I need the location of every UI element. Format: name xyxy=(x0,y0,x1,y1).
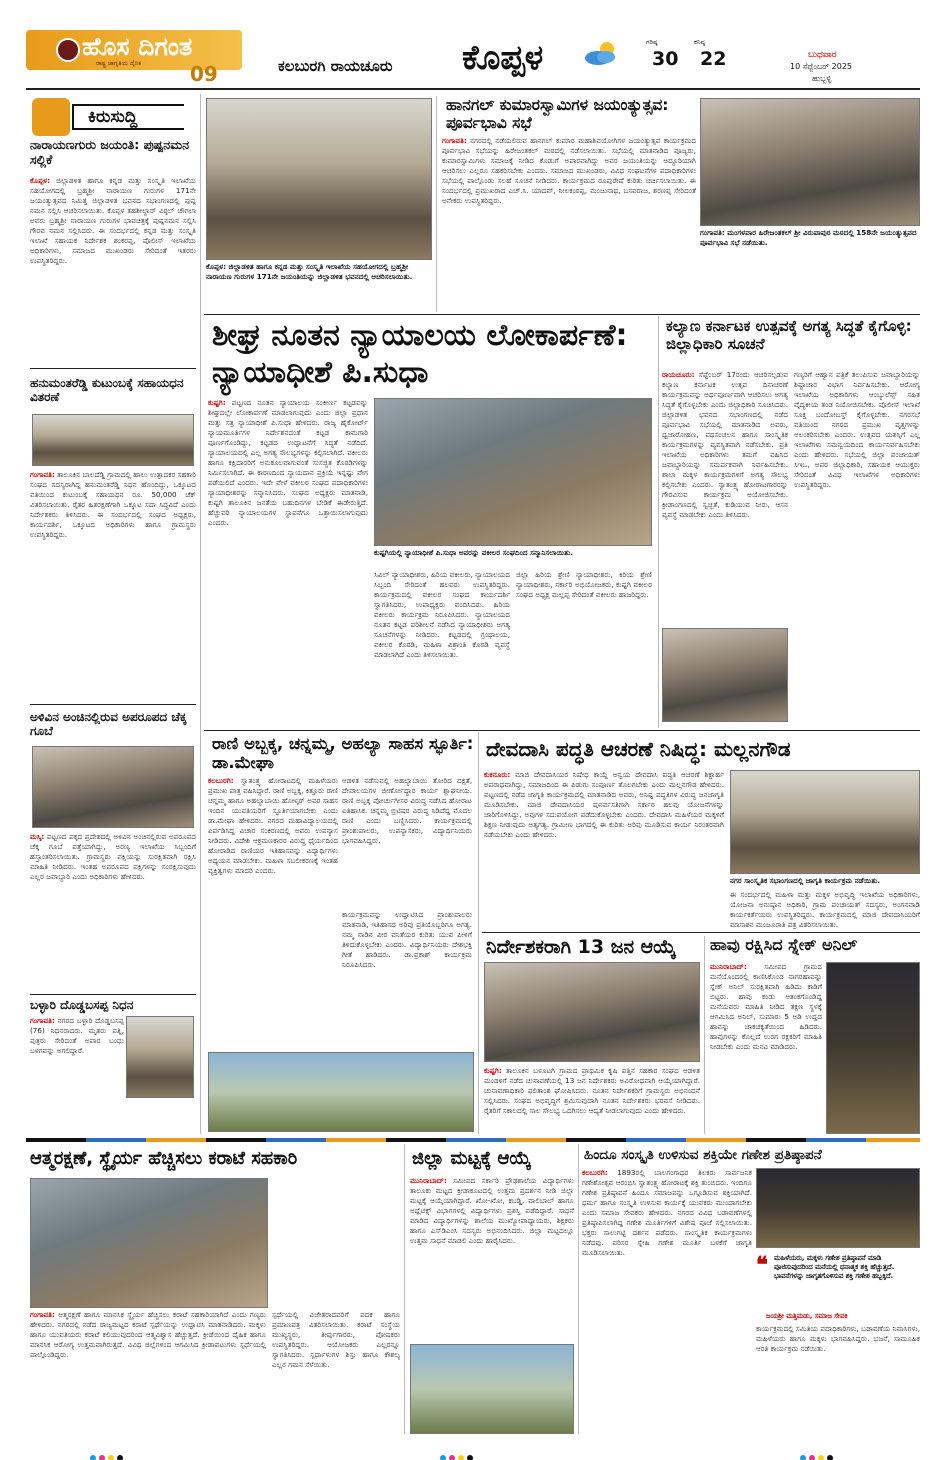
zilla-photo xyxy=(410,1344,574,1434)
ganesha-body xyxy=(582,1168,752,1434)
karate-body xyxy=(30,1310,266,1434)
edition-name: ಕೊಪ್ಪಳ xyxy=(462,38,544,78)
rani-title: ರಾಣಿ ಅಬ್ಬಕ್ಕ, ಚನ್ನಮ್ಮ, ಅಹಲ್ಯಾ ಸಾಹಸ ಸ್ಫೂರ್ತಿ: ಡಾ.ಮೇಘಾ xyxy=(212,734,474,773)
date: 10 ಸೆಪ್ಟೆಂಬರ್ 2025 xyxy=(790,62,853,71)
snake-text: ಸಮೀಪದ ಗ್ರಾಮದ ಮನೆಯೊಂದರಲ್ಲಿ ಕಾಣಿಸಿಕೊಂಡ ನಾಗರಹಾವನ್ನು ಸ್ನೇಕ್ ಅನಿಲ್ ಸುರಕ್ಷಿತವಾಗಿ ಹಿಡಿದು ಕಾಡಿಗೆ ಬಿಟ್ಟರು. ಹಾವು ಕಂಡು ಆತಂಕಗೊಂಡಿದ್ದ ಮನೆಯವರು ಮಾಹಿತಿ ನೀಡಿದ ತಕ್ಷಣ ಸ್ಥಳಕ್ಕೆ ಆಗಮಿಸಿದ ಅನಿಲ್, ಸುಮಾರು 5 ಅಡಿ ಉದ್ದದ ಹಾವನ್ನು ಚಾಕಚಕ್ಯತೆಯಿಂದ ಹಿಡಿದರು. ಹಾವುಗಳನ್ನು ಕೊಲ್ಲದೆ ಉರಗ ರಕ್ಷಕರಿಗೆ ಮಾಹಿತಿ ನೀಡಬೇಕು ಎಂದು ಮನವಿ ಮಾಡಿದರು. xyxy=(710,962,822,1051)
lead-story-body-col2: ಸಿವಿಲ್ ನ್ಯಾಯಾಧೀಶರು, ಹಿರಿಯ ವಕೀಲರು, ನ್ಯಾಯಾಲಯದ ಸಿಬ್ಬಂದಿ ಸೇರಿದಂತೆ ಹಲವರು ಉಪಸ್ಥಿತರಿದ್ದರು. ಕಾರ್ಯಕ್ರಮದಲ್ಲಿ ವಕೀಲರ ಸಂಘದ ಕಾರ್ಯದರ್ಶಿ ಸ್ವಾಗತಿಸಿದರು, ಉಪಾಧ್ಯಕ್ಷರು ವಂದಿಸಿದರು. ಹಿರಿಯ ವಕೀಲರು ಕಾರ್ಯಕ್ರಮ ನಿರೂಪಿಸಿದರು. ನ್ಯಾಯಾಲಯದ ನೂತನ ಕಟ್ಟಡ ಪರಿಶೀಲನೆ ನಡೆಸಿದ ನ್ಯಾಯಾಧೀಶರು ಅಗತ್ಯ ಸೂಚನೆಗಳನ್ನು ನೀಡಿದರು. ಕಟ್ಟಡದಲ್ಲಿ ಗ್ರಂಥಾಲಯ, ವಕೀಲರ ಕೊಠಡಿ, ಮಹಿಳಾ ವಿಶ್ರಾಂತಿ ಕೊಠಡಿ ವ್ಯವಸ್ಥೆ ಮಾಡಲಾಗಿದೆ ಎಂದು ತಿಳಿಸಲಾಯಿತು. xyxy=(374,570,510,659)
nirdeshaka-text: ತಾಲೂಕಿನ ಬಳೂಟಗಿ ಗ್ರಾಮದ ಪ್ರಾಥಮಿಕ ಕೃಷಿ ಪತ್ತಿನ ಸಹಕಾರ ಸಂಘದ ಆಡಳಿತ ಮಂಡಳಿಗೆ ನಡೆದ ಚುನಾವಣೆಯಲ್ಲಿ 13 ಜನ ನಿರ್ದೇಶಕರು ಅವಿರೋಧವಾಗಿ ಆಯ್ಕೆಯಾಗಿದ್ದಾರೆ. ಚುನಾವಣಾಧಿಕಾರಿ ಫಲಿತಾಂಶ ಘೋಷಿಸಿದರು. ನೂತನ ನಿರ್ದೇಶಕರಿಗೆ ಗ್ರಾಮಸ್ಥರು ಅಭಿನಂದನೆ ಸಲ್ಲಿಸಿದರು. ಸಂಘದ ಅಭಿವೃದ್ಧಿಗೆ ಶ್ರಮಿಸುವುದಾಗಿ ನೂತನ ನಿರ್ದೇಶಕರು ಭರವಸೆ ನೀಡಿದರು. ರೈತರಿಗೆ ಸಕಾಲದಲ್ಲಿ ಸಾಲ ಸೌಲಭ್ಯ ಒದಗಿಸಲು ಆದ್ಯತೆ ನೀಡಲಾಗುವುದು ಎಂದು ಹೇಳಿದರು. xyxy=(484,1066,700,1115)
top-story-1-caption: ಕೊಪ್ಪಳ: ಜಿಲ್ಲಾಡಳಿತ ಹಾಗೂ ಕನ್ನಡ ಮತ್ತು ಸಂಸ್ಕೃತಿ ಇಲಾಖೆಯ ಸಹಯೋಗದಲ್ಲಿ ಬ್ರಹ್ಮಶ್ರೀ ನಾರಾಯಣ ಗುರುಗಳ 171ನೇ ಜಯಂತಿಯನ್ನು ಜಿಲ್ಲಾಡಳಿತ ಭವನದಲ್ಲಿ ಆಚರಿಸಲಾಯಿತು. xyxy=(206,262,413,281)
nirdeshaka-photo xyxy=(484,962,700,1062)
ganesha-quote-author: ಜಯಶ್ರೀ ಮತ್ತಿಮಡು, ಸಮಾಜ ಸೇವಕಿ xyxy=(766,1312,848,1320)
section-rule xyxy=(204,730,920,731)
registration-dots xyxy=(800,1446,836,1460)
quote-mark-icon: ❝ xyxy=(756,1252,768,1278)
item1-body xyxy=(30,176,196,364)
temp-min-label: ಕನಿಷ್ಠ xyxy=(694,38,705,46)
item4-portrait xyxy=(126,1016,194,1098)
top-story-1-photo xyxy=(206,98,432,260)
ganesha-text: 1893ರಲ್ಲಿ ಬಾಲಗಂಗಾಧರ ತಿಲಕರು ಸಾರ್ವಜನಿಕ ಗಣೇಶೋತ್ಸವ ಆರಂಭಿಸಿ ಸ್ವಾತಂತ್ರ್ಯ ಹೋರಾಟಕ್ಕೆ ಶಕ್ತಿ ತುಂಬಿದರು. ಇಂದಿಗೂ ಗಣೇಶ ಪ್ರತಿಷ್ಠಾಪನೆ ಹಿಂದೂ ಸಮಾಜವನ್ನು ಒಗ್ಗೂಡಿಸುವ ಶಕ್ತಿಯಾಗಿದೆ. ಧರ್ಮ ಹಾಗೂ ಸಂಸ್ಕೃತಿ ಉಳಿಸುವ ಕಾರ್ಯಕ್ಕೆ ಯುವಕರು ಮುಂದಾಗಬೇಕು ಎಂದು ಸಮಾಜ ಸೇವಕರು ಹೇಳಿದರು. ನಗರದ ವಿವಿಧ ಬಡಾವಣೆಗಳಲ್ಲಿ ಪ್ರತಿಷ್ಠಾಪಿಸಲಾಗಿದ್ದ ಗಣೇಶ ಮೂರ್ತಿಗಳಿಗೆ ವಿಶೇಷ ಪೂಜೆ ಸಲ್ಲಿಸಲಾಯಿತು. ಭಕ್ತರು ಸಾಲುಗಟ್ಟಿ ದರ್ಶನ ಪಡೆದರು. ಸಾಂಸ್ಕೃತಿಕ ಕಾರ್ಯಕ್ರಮಗಳು ನಡೆದವು. ಪರಿಸರ ಸ್ನೇಹಿ ಗಣೇಶ ಮೂರ್ತಿ ಬಳಕೆಗೆ ಜಾಗೃತಿ ಮೂಡಿಸಲಾಯಿತು. xyxy=(582,1168,752,1257)
lead-story-text: ಪಟ್ಟಣದ ನೂತನ ನ್ಯಾಯಾಲಯ ಸಂಕೀರ್ಣ ಕಟ್ಟಡವನ್ನು ಶೀಘ್ರದಲ್ಲೇ ಲೋಕಾರ್ಪಣೆ ಮಾಡಲಾಗುವುದು ಎಂದು ಜಿಲ್ಲಾ ಪ್ರಧಾನ ಮತ್ತು ಸತ್ರ ನ್ಯಾಯಾಧೀಶೆ ಪಿ.ಸುಧಾ ಹೇಳಿದರು. ರಾಜ್ಯ ಹೈಕೋರ್ಟ್ ನ್ಯಾಯಮೂರ್ತಿಗಳ ನಿರ್ದೇಶನದಂತೆ ಕಟ್ಟಡ ಕಾಮಗಾರಿ ಪೂರ್ಣಗೊಂಡಿದ್ದು, ಕಟ್ಟಡದ ಉದ್ಘಾಟನೆಗೆ ಸಿದ್ಧತೆ ನಡೆದಿದೆ. ನ್ಯಾಯಾಲಯದಲ್ಲಿ ಎಲ್ಲ ಅಗತ್ಯ ಸೌಲಭ್ಯಗಳನ್ನು ಕಲ್ಪಿಸಲಾಗಿದೆ. ವಕೀಲರು ಹಾಗೂ ಕಕ್ಷಿದಾರರಿಗೆ ಅನುಕೂಲವಾಗುವಂತೆ ಸುಸಜ್ಜಿತ ಕೊಠಡಿಗಳನ್ನು ನಿರ್ಮಿಸಲಾಗಿದೆ. ಈ ಕಾರಣದಿಂದ ನ್ಯಾಯದಾನ ಪ್ರಕ್ರಿಯೆ ಇನ್ನಷ್ಟು ವೇಗ ಪಡೆಯಲಿದೆ ಎಂದರು. ಇದೇ ವೇಳೆ ವಕೀಲರ ಸಂಘದ ಪದಾಧಿಕಾರಿಗಳು ನ್ಯಾಯಾಧೀಶರನ್ನು ಸನ್ಮಾನಿಸಿದರು. ಸಂಘದ ಅಧ್ಯಕ್ಷರು ಮಾತನಾಡಿ, ಕುಷ್ಟಗಿ ತಾಲೂಕಿನ ಜನತೆಯ ಬಹುದಿನಗಳ ಬೇಡಿಕೆ ಈಡೇರುತ್ತಿದೆ. ಹೆಚ್ಚುವರಿ ನ್ಯಾಯಾಲಯಗಳ ಸ್ಥಾಪನೆಗೂ ಒತ್ತಾಯಿಸಲಾಗುವುದು ಎಂದರು. xyxy=(208,398,368,527)
devadasi-body xyxy=(484,770,724,930)
nirdeshaka-title: ನಿರ್ದೇಶಕರಾಗಿ 13 ಜನ ಆಯ್ಕೆ xyxy=(486,936,677,958)
masthead-rule xyxy=(26,88,920,90)
item2-title: ಹನುಮಂತರೆಡ್ಡಿ ಕುಟುಂಬಕ್ಕೆ ಸಹಾಯಧನ ವಿತರಣೆ xyxy=(30,376,184,405)
snake-place: ಮುನಿರಾಬಾದ್: xyxy=(710,962,747,971)
registration-dots xyxy=(440,1446,476,1460)
devadasi-photo xyxy=(730,770,920,874)
devadasi-body-right: ಈ ಸಂದರ್ಭದಲ್ಲಿ ಮಹಿಳಾ ಮತ್ತು ಮಕ್ಕಳ ಅಭಿವೃದ್ಧಿ ಇಲಾಖೆಯ ಅಧಿಕಾರಿಗಳು, ಯೋಜನಾ ಅನುಷ್ಠಾನ ಅಧಿಕಾರಿ, ಗ್ರಾಮ ಪಂಚಾಯತ್ ಸದಸ್ಯರು, ಅಂಗನವಾಡಿ ಕಾರ್ಯಕರ್ತೆಯರು ಉಪಸ್ಥಿತರಿದ್ದರು. ಕಾರ್ಯಕ್ರಮದಲ್ಲಿ ಮಾಜಿ ದೇವದಾಸಿಯರಿಗೆ ಮಾಸಾಶನ ಮಂಜೂರಾತಿ ಪತ್ರ ವಿತರಿಸಲಾಯಿತು. xyxy=(730,890,920,929)
top-story-2-body xyxy=(442,136,696,312)
zilla-place: ಮುನಿರಾಬಾದ್: xyxy=(410,1176,447,1185)
masthead xyxy=(0,0,945,92)
column-divider xyxy=(436,96,437,312)
top-story-2-photo-caption: ಗಂಗಾವತಿ: ಮಂಗಳವಾರ ಹಿರೇಜಂತಕಲ್ ಶ್ರೀ ವಿರುಪಾಪುರ ಮಠದಲ್ಲಿ 158ನೇ ಜಯಂತ್ಯುತ್ಸವದ ಪೂರ್ವಭಾವಿ ಸಭೆ ನಡೆಯಿತು. xyxy=(700,228,917,247)
weather-icon xyxy=(582,38,622,68)
item3-title: ಅಳಿವಿನ ಅಂಚಿನಲ್ಲಿರುವ ಅಪರೂಪದ ಚೆಕ್ಕ ಗೂಬೆ xyxy=(30,710,187,739)
kalyana-photo xyxy=(662,628,788,722)
section-rule xyxy=(482,932,920,933)
temp-max: 30 xyxy=(652,48,679,70)
devadasi-place: ಕುಕನೂರು: xyxy=(484,770,511,779)
nirdeshaka-body xyxy=(484,1066,700,1134)
paper-tagline: ರಾಷ್ಟ್ರ ಜಾಗೃತಿಯ ದೈನಿಕ xyxy=(96,60,142,67)
kalyana-place: ರಾಯಚೂರು: xyxy=(662,370,695,379)
ganesha-quote: ಮಹಿಳೆಯರು, ಮಕ್ಕಳು ಗಣೇಶ ಪ್ರತಿಷ್ಠಾಪನೆ ಮಾಡಿ ಪೂಜಿಸುವುದರಿಂದ ಮನೆಯಲ್ಲಿ ಧನಾತ್ಮಕ ಶಕ್ತಿ ಹೆಚ್ಚುತ್ತದೆ. ಭಾವನೆಗಳನ್ನು ಜಾಗೃತಗೊಳಿಸುವ ಶಕ್ತಿ ಗಣೇಶ ಹಬ್ಬಕ್ಕಿದೆ. xyxy=(774,1254,895,1280)
column-divider xyxy=(578,1144,579,1434)
kalyana-body-right: ಗಣ್ಯರಿಗೆ ಆಹ್ವಾನ ಪತ್ರಿಕೆ ತಲುಪಿಸುವ ಜವಾಬ್ದಾರಿಯನ್ನು ಶಿಷ್ಟಾಚಾರ ವಿಭಾಗ ನಿರ್ವಹಿಸಬೇಕು. ಆರೋಗ್ಯ ಇಲಾಖೆಯ ಅಧಿಕಾರಿಗಳು ಆಂಬ್ಯುಲೆನ್ಸ್ ಸಹಿತ ವೈದ್ಯಕೀಯ ತಂಡ ನಿಯೋಜಿಸಬೇಕು. ಪೊಲೀಸ್ ಇಲಾಖೆ ಸೂಕ್ತ ಬಂದೋಬಸ್ತ್ ಕೈಗೊಳ್ಳಬೇಕು. ನಗರಸಭೆ ವತಿಯಿಂದ ನಗರದ ಪ್ರಮುಖ ವೃತ್ತಗಳನ್ನು ಅಲಂಕರಿಸಬೇಕು ಎಂದರು. ಉತ್ಸವದ ಯಶಸ್ಸಿಗೆ ಎಲ್ಲ ಇಲಾಖೆಗಳು ಸಮನ್ವಯದಿಂದ ಕಾರ್ಯನಿರ್ವಹಿಸಬೇಕು ಎಂದು ಹೇಳಿದರು. ಸಭೆಯಲ್ಲಿ ಜಿಲ್ಲಾ ಪಂಚಾಯತ್ ಸಿಇಒ, ಅಪರ ಜಿಲ್ಲಾಧಿಕಾರಿ, ಸಹಾಯಕ ಆಯುಕ್ತರು ಸೇರಿದಂತೆ ವಿವಿಧ ಇಲಾಖೆಗಳ ಅಧಿಕಾರಿಗಳು ಉಪಸ್ಥಿತರಿದ್ದರು. xyxy=(794,370,920,489)
kalyana-text: ಸೆಪ್ಟೆಂಬರ್ 17ರಂದು ಆಚರಿಸಲ್ಪಡುವ ಕಲ್ಯಾಣ ಕರ್ನಾಟಕ ಉತ್ಸವ ದಿನಾಚರಣೆ ಕಾರ್ಯಕ್ರಮವನ್ನು ಅರ್ಥಪೂರ್ಣವಾಗಿ ಆಚರಿಸಲು ಅಗತ್ಯ ಸಿದ್ಧತೆ ಕೈಗೊಳ್ಳಬೇಕು ಎಂದು ಜಿಲ್ಲಾಧಿಕಾರಿ ಸೂಚಿಸಿದರು. ಜಿಲ್ಲಾಡಳಿತ ಭವನದ ಸಭಾಂಗಣದಲ್ಲಿ ನಡೆದ ಪೂರ್ವಭಾವಿ ಸಭೆಯಲ್ಲಿ ಮಾತನಾಡಿದ ಅವರು, ಧ್ವಜಾರೋಹಣ, ಪಥಸಂಚಲನ ಹಾಗೂ ಸಾಂಸ್ಕೃತಿಕ ಕಾರ್ಯಕ್ರಮಗಳನ್ನು ವ್ಯವಸ್ಥಿತವಾಗಿ ನಡೆಸಬೇಕು. ಪ್ರತಿ ಇಲಾಖೆಯ ಅಧಿಕಾರಿಗಳು ತಮಗೆ ವಹಿಸಿದ ಜವಾಬ್ದಾರಿಯನ್ನು ಸಮರ್ಪಕವಾಗಿ ನಿರ್ವಹಿಸಬೇಕು. ಶಾಲಾ ಮಕ್ಕಳ ಕಾರ್ಯಕ್ರಮಗಳಿಗೆ ಅಗತ್ಯ ಸೌಲಭ್ಯ ಕಲ್ಪಿಸಬೇಕು ಎಂದರು. ಸ್ವಾತಂತ್ರ್ಯ ಹೋರಾಟಗಾರರನ್ನು ಗೌರವಿಸುವ ಕಾರ್ಯಕ್ರಮ ಆಯೋಜಿಸಬೇಕು. ಕ್ರೀಡಾಂಗಣದಲ್ಲಿ ಸ್ವಚ್ಛತೆ, ಕುಡಿಯುವ ನೀರು, ಆಸನ ವ್ಯವಸ್ಥೆ ಮಾಡಬೇಕು ಎಂದು ತಿಳಿಸಿದರು. xyxy=(662,370,788,519)
rule xyxy=(30,994,196,995)
devadasi-title: ದೇವದಾಸಿ ಪದ್ಧತಿ ಆಚರಣೆ ನಿಷಿದ್ಧ: ಮಲ್ಲನಗೌಡ xyxy=(486,737,791,761)
item3-place: ಮಸ್ಕಿ: xyxy=(30,832,45,841)
karate-title: ಆತ್ಮರಕ್ಷಣೆ, ಸ್ಥೈರ್ಯ ಹೆಚ್ಚಿಸಲು ಕರಾಟೆ ಸಹಕಾರಿ xyxy=(30,1148,298,1169)
zilla-title: ಜಿಲ್ಲಾ ಮಟ್ಟಕ್ಕೆ ಆಯ್ಕೆ xyxy=(412,1148,532,1169)
rani-place: ಕಲಬುರಗಿ: xyxy=(208,776,234,785)
item4-text: ನಗರದ ಬಳ್ಳಾರಿ ದೊಡ್ಡಬಸಪ್ಪ (76) ನಿಧನರಾದರು. ಮೃತರು ಪತ್ನಿ, ಪುತ್ರರು ಸೇರಿದಂತೆ ಅಪಾರ ಬಂಧು ಬಳಗವನ್ನು ಅಗಲಿದ್ದಾರೆ. xyxy=(30,1016,124,1055)
page-number: 09 xyxy=(190,62,218,86)
bottom-strip-rule xyxy=(26,1138,920,1142)
zilla-body xyxy=(410,1176,574,1338)
column-divider xyxy=(704,936,705,1134)
kirusuddi-header xyxy=(32,98,192,136)
column-divider xyxy=(658,316,659,728)
item1-text: ಜಿಲ್ಲಾಡಳಿತ ಹಾಗೂ ಕನ್ನಡ ಮತ್ತು ಸಂಸ್ಕೃತಿ ಇಲಾಖೆಯ ಸಹಯೋಗದಲ್ಲಿ ಬ್ರಹ್ಮಶ್ರೀ ನಾರಾಯಣ ಗುರುಗಳ 171ನೇ ಜಯಂತ್ಯುತ್ಸವದ ನಿಮಿತ್ತ ಜಿಲ್ಲಾಡಳಿತ ಭವನದ ಸಭಾಂಗಣದಲ್ಲಿ ಪುಷ್ಪ ನಮನ ಸಲ್ಲಿಸಿ ಆಚರಿಸಲಾಯಿತು. ಕೊಪ್ಪಳ ತಹಶೀಲ್ದಾರ್ ವಿಠ್ಠಲ್ ಚೌಗಲಾ ಅವರು ಬ್ರಹ್ಮಶ್ರೀ ನಾರಾಯಣ ಗುರುಗಳ ಭಾವಚಿತ್ರಕ್ಕೆ ಪುಷ್ಪನಮನ ಸಲ್ಲಿಸಿ ಗೌರವ ನಮನ ಸಲ್ಲಿಸಿದರು. ಈ ಸಂದರ್ಭದಲ್ಲಿ ಕನ್ನಡ ಮತ್ತು ಸಂಸ್ಕೃತಿ ಇಲಾಖೆ ಸಹಾಯಕ ನಿರ್ದೇಶಕ ಶಂಕರಪ್ಪ, ಪೊಲೀಸ್ ಇಲಾಖೆಯ ಅಧಿಕಾರಿಗಳು, ಸಮಾಜದ ಮುಖಂಡರು ಸೇರಿದಂತೆ ಇತರರು ಉಪಸ್ಥಿತರಿದ್ದರು. xyxy=(30,176,196,265)
item4-place: ಗಂಗಾವತಿ: xyxy=(30,1016,55,1025)
section-rule xyxy=(204,314,920,315)
item4-body xyxy=(30,1016,124,1134)
top-story-2-title: ಹಾನಗಲ್ ಕುಮಾರಸ್ವಾಮಿಗಳ ಜಯಂತ್ಯುತ್ಸವ: ಪೂರ್ವಭಾವಿ ಸಭೆ xyxy=(446,96,669,133)
karate-photo xyxy=(30,1178,268,1308)
top-story-2-place: ಗಂಗಾವತಿ: xyxy=(442,136,467,145)
nirdeshaka-place: ಕುಷ್ಟಗಿ: xyxy=(484,1066,502,1075)
column-divider xyxy=(200,94,201,1134)
day: ಬುಧವಾರ xyxy=(808,50,837,60)
column-divider xyxy=(404,1144,405,1434)
item2-body xyxy=(30,470,196,702)
kalyana-body xyxy=(662,370,788,624)
item2-photo xyxy=(32,414,194,466)
zilla-text: ಸಮೀಪದ ಸರ್ಕಾರಿ ಪ್ರೌಢಶಾಲೆಯ ವಿದ್ಯಾರ್ಥಿಗಳು ತಾಲೂಕು ಮಟ್ಟದ ಕ್ರೀಡಾಕೂಟದಲ್ಲಿ ಉತ್ತಮ ಪ್ರದರ್ಶನ ನೀಡಿ ಜಿಲ್ಲಾ ಮಟ್ಟಕ್ಕೆ ಆಯ್ಕೆಯಾಗಿದ್ದಾರೆ. ಖೋ-ಖೋ, ಕಬಡ್ಡಿ, ವಾಲಿಬಾಲ್ ಹಾಗೂ ಅಥ್ಲೆಟಿಕ್ಸ್ ವಿಭಾಗಗಳಲ್ಲಿ ವಿದ್ಯಾರ್ಥಿಗಳು ಪ್ರಶಸ್ತಿ ಪಡೆದಿದ್ದಾರೆ. ಸಾಧನೆ ಮಾಡಿದ ವಿದ್ಯಾರ್ಥಿಗಳನ್ನು ಶಾಲೆಯ ಮುಖ್ಯೋಪಾಧ್ಯಾಯರು, ಶಿಕ್ಷಕರು ಹಾಗೂ ಎಸ್‌ಡಿಎಂಸಿ ಸದಸ್ಯರು ಅಭಿನಂದಿಸಿದರು. ಜಿಲ್ಲಾ ಮಟ್ಟದಲ್ಲೂ ಉತ್ತಮ ಸಾಧನೆ ಮಾಡಲಿ ಎಂದು ಹಾರೈಸಿದರು. xyxy=(410,1176,574,1245)
item2-text: ತಾಲೂಕಿನ ಬಾಲದೆಡ್ಡಿ ಗ್ರಾಮದಲ್ಲಿ ಹಾಲು ಉತ್ಪಾದಕರ ಸಹಕಾರಿ ಸಂಘದ ಸದಸ್ಯರಾಗಿದ್ದ ಹನುಮಂತರೆಡ್ಡಿ ನಿಧನ ಹೊಂದಿದ್ದು, ಒಕ್ಕೂಟದ ವತಿಯಿಂದ ಕುಟುಂಬಕ್ಕೆ ಸಹಾಯಧನ ರೂ. 50,000 ಚೆಕ್ ವಿತರಿಸಲಾಯಿತು. ರೈತರ ಹಿತರಕ್ಷಣೆಗಾಗಿ ಒಕ್ಕೂಟ ಸದಾ ಸಿದ್ಧವಿದೆ ಎಂದು ನಿರ್ದೇಶಕರು ತಿಳಿಸಿದರು. ಈ ಸಂದರ್ಭದಲ್ಲಿ ಸಂಘದ ಅಧ್ಯಕ್ಷರು, ಕಾರ್ಯದರ್ಶಿ, ಒಕ್ಕೂಟದ ಅಧಿಕಾರಿಗಳು ಹಾಗೂ ಗ್ರಾಮಸ್ಥರು ಉಪಸ್ಥಿತರಿದ್ದರು. xyxy=(30,470,196,539)
rule xyxy=(30,704,196,705)
rule xyxy=(30,368,196,369)
devadasi-photo-caption: ನಗರ ಸಾಂಸ್ಕೃತಿಕ ಸಭಾಂಗಣದಲ್ಲಿ ಜಾಗೃತಿ ಕಾರ್ಯಕ್ರಮ ನಡೆಯಿತು. xyxy=(730,876,881,885)
lead-story-body-col3: ಜಿಲ್ಲಾ ಹಿರಿಯ ಶ್ರೇಣಿ ನ್ಯಾಯಾಧೀಶರು, ಕಿರಿಯ ಶ್ರೇಣಿ ನ್ಯಾಯಾಧೀಶರು, ಸರ್ಕಾರಿ ಅಭಿಯೋಜಕರು, ಕುಷ್ಟಗಿ ವಕೀಲರ ಸಂಘದ ಅಧ್ಯಕ್ಷ ಮಲ್ಲಪ್ಪ ಸೇರಿದಂತೆ ವಕೀಲರು ಹಾಜರಿದ್ದರು. xyxy=(516,570,652,599)
kalyana-title: ಕಲ್ಯಾಣ ಕರ್ನಾಟಕ ಉತ್ಸವಕ್ಕೆ ಅಗತ್ಯ ಸಿದ್ಧತೆ ಕೈಗೊಳ್ಳಿ: ಜಿಲ್ಲಾಧಿಕಾರಿ ಸೂಚನೆ xyxy=(666,317,912,353)
top-story-2-text: ನಗರದಲ್ಲಿ ನಡೆಯಲಿರುವ ಹಾನಗಲ್ ಕುಮಾರ ಮಹಾಶಿವಯೋಗಿಗಳ ಜಯಂತ್ಯುತ್ಸವ ಕಾರ್ಯಕ್ರಮದ ಪೂರ್ವಭಾವಿ ಸಭೆಯನ್ನು ಹಿರೇಜಂತಕಲ್ ಮಠದಲ್ಲಿ ನಡೆಸಲಾಯಿತು. ಸಭೆಯಲ್ಲಿ ಮಾತನಾಡಿದ ಪೂಜ್ಯರು, ಕುಮಾರಸ್ವಾಮಿಗಳು ಸಮಾಜಕ್ಕೆ ನೀಡಿದ ಕೊಡುಗೆ ಅಪಾರವಾಗಿದ್ದು ಅವರ ಜಯಂತಿಯನ್ನು ಅದ್ದೂರಿಯಾಗಿ ಆಚರಿಸಲು ಎಲ್ಲರೂ ಸಹಕರಿಸಬೇಕು ಎಂದರು. ಸಮಾಜದ ಮುಖಂಡರು, ವಿವಿಧ ಸಂಘಟನೆಗಳ ಪದಾಧಿಕಾರಿಗಳು ಸಭೆಯಲ್ಲಿ ಪಾಲ್ಗೊಂಡು ಸಲಹೆ ಸೂಚನೆ ನೀಡಿದರು. ಕಾರ್ಯಕ್ರಮದ ರೂಪುರೇಷೆ ಕುರಿತು ಚರ್ಚಿಸಲಾಯಿತು. ಈ ಸಂದರ್ಭದಲ್ಲಿ ಪ್ರಮುಖರಾದ ಎಚ್.ಸಿ. ಯಾದವ್, ನೀಲಕಂಠಪ್ಪ, ಮಂಜುನಾಥ, ಬಸವರಾಜ, ಶರಣಪ್ಪ ಸೇರಿದಂತೆ ಅನೇಕರು ಉಪಸ್ಥಿತರಿದ್ದರು. xyxy=(442,136,696,205)
rani-body-col3: ಕಾರ್ಯಕ್ರಮವನ್ನು ಉದ್ಘಾಟಿಸಿದ ಪ್ರಾಂಶುಪಾಲರು ಮಾತನಾಡಿ, ಇತಿಹಾಸದ ಅರಿವು ಪ್ರತಿಯೊಬ್ಬರಿಗೂ ಅಗತ್ಯ. ನಮ್ಮ ನಾಡಿನ ವೀರ ವನಿತೆಯರ ಕುರಿತು ಯುವ ಪೀಳಿಗೆ ತಿಳಿದುಕೊಳ್ಳಬೇಕು ಎಂದರು. ವಿದ್ಯಾರ್ಥಿನಿಯರು ದೇಶಭಕ್ತಿ ಗೀತೆ ಹಾಡಿದರು. ಡಾ.ಪ್ರಕಾಶ್ ಕಾರ್ಯಕ್ರಮ ನಿರೂಪಿಸಿದರು. xyxy=(342,910,472,969)
registration-dots xyxy=(90,1446,126,1460)
edition-regions: ಕಲಬುರಗಿ ರಾಯಚೂರು xyxy=(278,57,393,75)
lead-story-body-col1 xyxy=(208,398,368,728)
snake-body xyxy=(710,962,822,1134)
item3-photo xyxy=(32,746,194,828)
kirusuddi-column xyxy=(26,92,198,1138)
hand-icon xyxy=(32,98,70,136)
item2-place: ಗಂಗಾವತಿ: xyxy=(30,470,55,479)
rani-photo xyxy=(208,1052,474,1132)
ganesha-body-col2: ಕಾರ್ಯಕ್ರಮದಲ್ಲಿ ಸಮಿತಿಯ ಪದಾಧಿಕಾರಿಗಳು, ಬಡಾವಣೆಯ ನಿವಾಸಿಗಳು, ಮಹಿಳೆಯರು ಹಾಗೂ ಮಕ್ಕಳು ಭಾಗವಹಿಸಿದ್ದರು. ಭಜನೆ, ಸಾಮೂಹಿಕ ಆರತಿ ಕಾರ್ಯಕ್ರಮ ನಡೆಯಿತು. xyxy=(756,1324,920,1353)
column-divider xyxy=(478,732,479,1134)
item3-body xyxy=(30,832,196,992)
snake-title: ಹಾವು ರಕ್ಷಿಸಿದ ಸ್ನೇಕ್ ಅನಿಲ್ xyxy=(710,935,858,954)
rani-body-col1 xyxy=(208,776,338,1048)
rani-text: ಸ್ವಾತಂತ್ರ್ಯ ಹೋರಾಟದಲ್ಲಿ ಮಹಿಳೆಯರು ಪ್ರಮುಖ ಪಾತ್ರ ವಹಿಸಿದ್ದಾರೆ. ರಾಣಿ ಅಬ್ಬಕ್ಕ, ಕಿತ್ತೂರು ರಾಣಿ ಚನ್ನಮ್ಮ ಹಾಗೂ ಅಹಲ್ಯಾಬಾಯಿ ಹೋಳ್ಕರ್ ಅವರ ಸಾಹಸ ಇಂದಿನ ಯುವತಿಯರಿಗೆ ಸ್ಫೂರ್ತಿಯಾಗಬೇಕು ಎಂದು ಡಾ.ಮೇಘಾ ಹೇಳಿದರು. ನಗರದ ಮಹಾವಿದ್ಯಾಲಯದಲ್ಲಿ ಏರ್ಪಡಿಸಿದ್ದ ವಿಚಾರ ಸಂಕಿರಣದಲ್ಲಿ ಅವರು ಉಪನ್ಯಾಸ ನೀಡಿದರು. ವಿದೇಶಿ ಆಕ್ರಮಣಕಾರರ ವಿರುದ್ಧ ಧೈರ್ಯದಿಂದ ಹೋರಾಡಿದ ರಾಣಿಯರ ಇತಿಹಾಸವನ್ನು ವಿದ್ಯಾರ್ಥಿಗಳು ಅಧ್ಯಯನ ಮಾಡಬೇಕು. ಮಹಿಳಾ ಸಬಲೀಕರಣಕ್ಕೆ ಇಂತಹ ವ್ಯಕ್ತಿತ್ವಗಳು ಮಾದರಿ ಎಂದರು. xyxy=(208,776,338,875)
ganesha-place: ಕಲಬುರಗಿ: xyxy=(582,1168,608,1177)
temp-min: 22 xyxy=(700,48,727,70)
item3-text: ಪಟ್ಟಣದ ಪಕ್ಕದ ಪ್ರದೇಶದಲ್ಲಿ ಅಳಿವಿನ ಅಂಚಿನಲ್ಲಿರುವ ಅಪರೂಪದ ಚೆಕ್ಕ ಗೂಬೆ ಪತ್ತೆಯಾಗಿದ್ದು, ಅರಣ್ಯ ಇಲಾಖೆಯ ಸಿಬ್ಬಂದಿಗೆ ಹಸ್ತಾಂತರಿಸಲಾಯಿತು. ಗ್ರಾಮಸ್ಥರು ಪಕ್ಷಿಯನ್ನು ಸುರಕ್ಷಿತವಾಗಿ ರಕ್ಷಿಸಿ ಮಾಹಿತಿ ನೀಡಿದರು. ಇಂತಹ ಅಪರೂಪದ ಪಕ್ಷಿಗಳನ್ನು ಸಂರಕ್ಷಿಸುವುದು ಎಲ್ಲರ ಜವಾಬ್ದಾರಿ ಎಂದು ಅಧಿಕಾರಿಗಳು ಹೇಳಿದರು. xyxy=(30,832,196,881)
ganesha-photo xyxy=(756,1168,920,1248)
item1-place: ಕೊಪ್ಪಳ: xyxy=(30,176,51,185)
karate-text: ಆತ್ಮರಕ್ಷಣೆ ಹಾಗೂ ಮಾನಸಿಕ ಸ್ಥೈರ್ಯ ಹೆಚ್ಚಿಸಲು ಕರಾಟೆ ಸಹಕಾರಿಯಾಗಿದೆ ಎಂದು ಗಣ್ಯರು ಹೇಳಿದರು. ನಗರದಲ್ಲಿ ನಡೆದ ರಾಜ್ಯಮಟ್ಟದ ಕರಾಟೆ ಸ್ಪರ್ಧೆಯನ್ನು ಉದ್ಘಾಟಿಸಿ ಮಾತನಾಡಿದರು. ಮಕ್ಕಳು ಹಾಗೂ ಯುವತಿಯರು ಕರಾಟೆ ಕಲಿಯುವುದರಿಂದ ಆತ್ಮವಿಶ್ವಾಸ ಹೆಚ್ಚುತ್ತದೆ. ಕ್ರೀಡೆಯಿಂದ ದೈಹಿಕ ಹಾಗೂ ಮಾನಸಿಕ ಆರೋಗ್ಯ ಉತ್ತಮವಾಗಿರುತ್ತದೆ. ವಿವಿಧ ಜಿಲ್ಲೆಗಳಿಂದ ಆಗಮಿಸಿದ ಕ್ರೀಡಾಪಟುಗಳು ಸ್ಪರ್ಧೆಯಲ್ಲಿ ಪಾಲ್ಗೊಂಡಿದ್ದರು. xyxy=(30,1310,266,1359)
paper-name: ಹೊಸ ದಿಗಂತ xyxy=(82,32,193,61)
logo-emblem-icon xyxy=(56,38,80,62)
devadasi-text: ಮಾಜಿ ದೇವದಾಸಿಯರ ನಿಷೇಧ ಕಾಯ್ದೆ ಅನ್ವಯ ದೇವದಾಸಿ ಪದ್ಧತಿ ಆಚರಣೆ ಶಿಕ್ಷಾರ್ಹ ಅಪರಾಧವಾಗಿದ್ದು, ಸಮಾಜದಿಂದ ಈ ಪಿಡುಗು ಸಂಪೂರ್ಣ ತೊಲಗಬೇಕು ಎಂದು ಮಲ್ಲನಗೌಡ ಹೇಳಿದರು. ಪಟ್ಟಣದಲ್ಲಿ ನಡೆದ ಜಾಗೃತಿ ಕಾರ್ಯಕ್ರಮದಲ್ಲಿ ಮಾತನಾಡಿದ ಅವರು, ಅನಿಷ್ಟ ಪದ್ಧತಿಗಳ ವಿರುದ್ಧ ಜನಜಾಗೃತಿ ಮೂಡಿಸಬೇಕು. ಮಾಜಿ ದೇವದಾಸಿಯರ ಪುನರ್ವಸತಿಗಾಗಿ ಸರ್ಕಾರ ಹಲವು ಯೋಜನೆಗಳನ್ನು ಜಾರಿಗೊಳಿಸಿದ್ದು, ಅವುಗಳ ಸದುಪಯೋಗ ಪಡೆದುಕೊಳ್ಳಬೇಕು ಎಂದರು. ದೇವದಾಸಿ ಮಹಿಳೆಯರ ಮಕ್ಕಳಿಗೆ ಶಿಕ್ಷಣ ನೀಡುವುದು ಅತ್ಯಗತ್ಯ. ಗ್ರಾಮೀಣ ಭಾಗದಲ್ಲಿ ಈ ಕುರಿತು ಅರಿವು ಮೂಡಿಸುವ ಕಾರ್ಯ ನಿರಂತರವಾಗಿ ನಡೆಯಬೇಕು ಎಂದು ಹೇಳಿದರು. xyxy=(484,770,724,839)
lead-story-title: ಶೀಘ್ರ ನೂತನ ನ್ಯಾಯಾಲಯ ಲೋಕಾರ್ಪಣೆ: ನ್ಯಾಯಾಧೀಶೆ ಪಿ.ಸುಧಾ xyxy=(212,318,628,390)
karate-body-col2: ಸ್ಪರ್ಧೆಯಲ್ಲಿ ವಿಜೇತರಾದವರಿಗೆ ಪದಕ ಹಾಗೂ ಪ್ರಮಾಣಪತ್ರ ವಿತರಿಸಲಾಯಿತು. ಕರಾಟೆ ಸಂಸ್ಥೆಯ ಮುಖ್ಯಸ್ಥರು, ತೀರ್ಪುಗಾರರು, ಪೋಷಕರು ಉಪಸ್ಥಿತರಿದ್ದರು. ಆಯೋಜಕರು ಎಲ್ಲರನ್ನೂ ಸ್ವಾಗತಿಸಿದರು. ಸ್ಪರ್ಧಾಳುಗಳ ಶಿಸ್ತು ಹಾಗೂ ಕೌಶಲ್ಯ ಎಲ್ಲರ ಗಮನ ಸೆಳೆಯಿತು. xyxy=(272,1310,400,1369)
item4-title: ಬಳ್ಳಾರಿ ದೊಡ್ಡಬಸಪ್ಪ ನಿಧನ xyxy=(30,998,134,1012)
top-story-2-photo xyxy=(700,98,920,226)
lead-story-photo xyxy=(374,398,652,546)
item1-title: ನಾರಾಯಣಗುರು ಜಯಂತಿ: ಪುಷ್ಪನಮನ ಸಲ್ಲಿಕೆ xyxy=(30,137,190,167)
ganesha-title: ಹಿಂದೂ ಸಂಸ್ಕೃತಿ ಉಳಿಸುವ ಶಕ್ತಿಯೇ ಗಣೇಶ ಪ್ರತಿಷ್ಠಾಪನೆ xyxy=(584,1147,822,1163)
lead-story-place: ಕುಷ್ಟಗಿ: xyxy=(208,398,226,407)
rani-body-col2: ಆಡಳಿತ ನಡೆಸುವಲ್ಲಿ ಅಹಲ್ಯಾಬಾಯಿ ತೋರಿದ ದಕ್ಷತೆ, ದೇವಾಲಯಗಳ ಜೀರ್ಣೋದ್ಧಾರ ಕಾರ್ಯ ಶ್ಲಾಘನೀಯ. ರಾಣಿ ಅಬ್ಬಕ್ಕ ಪೋರ್ಚುಗೀಸರ ವಿರುದ್ಧ ನಡೆಸಿದ ಹೋರಾಟ ಐತಿಹಾಸಿಕ. ಚನ್ನಮ್ಮ ಬ್ರಿಟಿಷರ ವಿರುದ್ಧ ಸಿಡಿದೆದ್ದ ಮೊದಲ ರಾಣಿ ಎಂದು ಬಣ್ಣಿಸಿದರು. ಕಾರ್ಯಕ್ರಮದಲ್ಲಿ ಪ್ರಾಂಶುಪಾಲರು, ಉಪನ್ಯಾಸಕರು, ವಿದ್ಯಾರ್ಥಿನಿಯರು ಭಾಗವಹಿಸಿದ್ದರು. xyxy=(342,776,472,845)
kirusuddi-label: ಕಿರುಸುದ್ದಿ xyxy=(88,107,138,127)
city: ಹುಬ್ಬಳ್ಳಿ xyxy=(812,74,832,83)
temp-max-label: ಗರಿಷ್ಠ xyxy=(646,38,658,46)
lead-story-photo-caption: ಕುಷ್ಟಗಿಯಲ್ಲಿ ನ್ಯಾಯಾಧೀಶೆ ಪಿ.ಸುಧಾ ಅವರನ್ನು ವಕೀಲರ ಸಂಘದಿಂದ ಸನ್ಮಾನಿಸಲಾಯಿತು. xyxy=(374,548,573,557)
snake-photo xyxy=(826,962,920,1134)
karate-place: ಗಂಗಾವತಿ: xyxy=(30,1310,55,1319)
